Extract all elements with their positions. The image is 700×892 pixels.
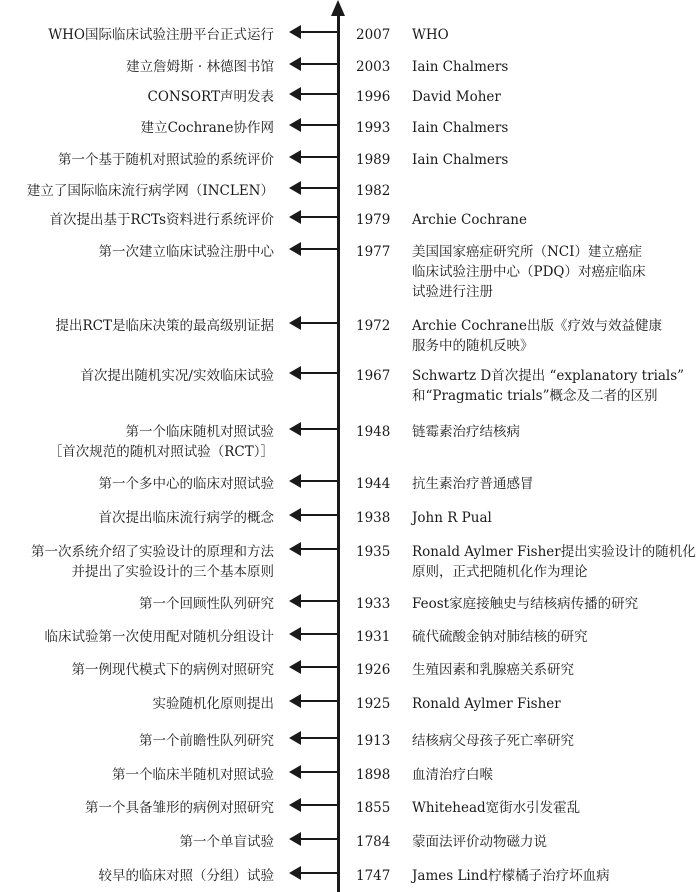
year-label: 1989 xyxy=(356,152,391,168)
axis-arrow-up-icon xyxy=(331,0,345,16)
year-label: 1993 xyxy=(356,120,391,136)
event-description xyxy=(412,57,700,77)
event-description-line: Iain Chalmers xyxy=(412,59,509,75)
event-description xyxy=(412,731,700,751)
event-label xyxy=(0,181,274,201)
event-description xyxy=(412,694,700,714)
event-label-line: 第一次建立临床试验注册中心 xyxy=(98,244,274,260)
year-label: 1926 xyxy=(356,662,391,678)
event-description xyxy=(412,765,700,785)
event-description xyxy=(412,210,700,230)
event-label-line: 建立詹姆斯 · 林德图书馆 xyxy=(126,59,274,75)
event-label xyxy=(0,694,274,714)
event-description-line: 血清治疗白喉 xyxy=(412,767,493,783)
event-label xyxy=(0,87,274,107)
event-label-line: 第一个临床半随机对照试验 xyxy=(112,767,274,783)
year-label: 1855 xyxy=(356,800,391,816)
arrow-left-icon xyxy=(289,210,337,224)
event-description-line: 试验进行注册 xyxy=(412,284,493,300)
arrow-left-icon xyxy=(289,87,337,101)
event-description-line: Schwartz D首次提出 “explanatory trials” xyxy=(412,368,685,384)
event-description-line: Iain Chalmers xyxy=(412,120,509,136)
year-label: 2007 xyxy=(356,27,391,43)
event-label xyxy=(0,316,274,336)
year-label: 2003 xyxy=(356,59,391,75)
event-description xyxy=(412,660,700,680)
year-label: 1933 xyxy=(356,596,391,612)
event-label-line: 第一个基于随机对照试验的系统评价 xyxy=(58,152,274,168)
arrow-left-icon xyxy=(289,242,337,256)
arrow-left-icon xyxy=(289,542,337,556)
arrow-left-icon xyxy=(289,118,337,132)
event-label-line: 第一个临床随机对照试验 xyxy=(125,424,274,440)
arrow-left-icon xyxy=(289,57,337,71)
year-label: 1898 xyxy=(356,767,391,783)
event-description-line: Feost家庭接触史与结核病传播的研究 xyxy=(412,596,639,612)
event-label-line: 提出RCT是临床决策的最高级别证据 xyxy=(55,318,274,334)
event-description-line: 生殖因素和乳腺癌关系研究 xyxy=(412,662,574,678)
arrow-left-icon xyxy=(289,866,337,880)
event-description xyxy=(412,150,700,170)
event-label-line: 第一个回顾性队列研究 xyxy=(139,596,274,612)
year-label: 1982 xyxy=(356,183,391,199)
event-label xyxy=(0,210,274,230)
year-label: 1948 xyxy=(356,424,391,440)
event-label-line: 第一个单盲试验 xyxy=(179,834,274,850)
arrow-left-icon xyxy=(289,594,337,608)
event-description xyxy=(412,422,700,442)
event-description xyxy=(412,366,700,406)
year-label: 1967 xyxy=(356,368,391,384)
event-description-line: Archie Cochrane出版《疗效与效益健康 xyxy=(412,318,662,334)
event-description-line: 链霉素治疗结核病 xyxy=(412,424,520,440)
year-label: 1784 xyxy=(356,834,391,850)
year-label: 1935 xyxy=(356,544,391,560)
event-description xyxy=(412,627,700,647)
year-label: 1977 xyxy=(356,244,391,260)
arrow-left-icon xyxy=(289,181,337,195)
event-description-line: 美国国家癌症研究所（NCI）建立癌症 xyxy=(412,244,642,260)
year-label: 1925 xyxy=(356,696,391,712)
arrow-left-icon xyxy=(289,694,337,708)
year-label: 1931 xyxy=(356,629,391,645)
arrow-left-icon xyxy=(289,765,337,779)
event-description xyxy=(412,508,700,528)
event-description-line: 服务中的随机反映》 xyxy=(412,338,534,354)
event-label-line: 第一次系统介绍了实验设计的原理和方法 xyxy=(31,544,274,560)
event-description xyxy=(412,118,700,138)
event-label-line: 第一个前瞻性队列研究 xyxy=(139,733,274,749)
event-label xyxy=(0,798,274,818)
event-label xyxy=(0,118,274,138)
event-label xyxy=(0,242,274,262)
event-label xyxy=(0,660,274,680)
event-label-line: ［首次规范的随机对照试验（RCT）］ xyxy=(48,444,274,460)
event-label-line: 建立Cochrane协作网 xyxy=(140,120,274,136)
event-description xyxy=(412,798,700,818)
event-label xyxy=(0,57,274,77)
year-label: 1938 xyxy=(356,510,391,526)
event-label-line: 第一个多中心的临床对照试验 xyxy=(98,476,274,492)
year-label: 1944 xyxy=(356,476,391,492)
event-label-line: 第一例现代模式下的病例对照研究 xyxy=(71,662,274,678)
arrow-left-icon xyxy=(289,366,337,380)
event-label-line: 建立了国际临床流行病学网（INCLEN） xyxy=(26,183,274,199)
event-description xyxy=(412,594,700,614)
event-label-line: CONSORT声明发表 xyxy=(147,89,274,105)
event-description-line: 原则，正式把随机化作为理论 xyxy=(412,564,588,580)
event-label-line: 实验随机化原则提出 xyxy=(152,696,274,712)
event-description xyxy=(412,542,700,582)
event-description-line: Whitehead宽街水引发霍乱 xyxy=(412,800,581,816)
event-label-line: 临床试验第一次使用配对随机分组设计 xyxy=(44,629,274,645)
year-label: 1972 xyxy=(356,318,391,334)
year-label: 1913 xyxy=(356,733,391,749)
year-label: 1979 xyxy=(356,212,391,228)
event-description-line: 硫代硫酸金钠对肺结核的研究 xyxy=(412,629,588,645)
event-label xyxy=(0,731,274,751)
event-label-line: 较早的临床对照（分组）试验 xyxy=(98,868,274,884)
event-description-line: Archie Cochrane xyxy=(412,212,527,228)
event-label xyxy=(0,25,274,45)
arrow-left-icon xyxy=(289,25,337,39)
arrow-left-icon xyxy=(289,150,337,164)
year-label: 1747 xyxy=(356,868,391,884)
event-label xyxy=(0,594,274,614)
event-label-line: 第一个具备雏形的病例对照研究 xyxy=(85,800,274,816)
event-description xyxy=(412,866,700,886)
arrow-left-icon xyxy=(289,474,337,488)
event-label-line: 首次提出基于RCTs资料进行系统评价 xyxy=(49,212,274,228)
event-label-line: 首次提出随机实况/实效临床试验 xyxy=(80,368,274,384)
event-label-line: 并提出了实验设计的三个基本原则 xyxy=(71,564,274,580)
event-description-line: Ronald Aylmer Fisher xyxy=(412,696,561,712)
arrow-left-icon xyxy=(289,660,337,674)
arrow-left-icon xyxy=(289,731,337,745)
event-description-line: WHO xyxy=(412,27,449,43)
event-label xyxy=(0,866,274,886)
event-description-line: James Lind柠檬橘子治疗坏血病 xyxy=(412,868,610,884)
event-description xyxy=(412,25,700,45)
event-label-line: WHO国际临床试验注册平台正式运行 xyxy=(48,27,274,43)
event-label xyxy=(0,474,274,494)
event-description-line: 和“Pragmatic trials”概念及二者的区别 xyxy=(412,388,658,404)
year-label: 1996 xyxy=(356,89,391,105)
event-description-line: 抗生素治疗普通感冒 xyxy=(412,476,534,492)
event-description xyxy=(412,316,700,356)
event-description-line: David Moher xyxy=(412,89,501,105)
event-description-line: 结核病父母孩子死亡率研究 xyxy=(412,733,574,749)
arrow-left-icon xyxy=(289,832,337,846)
event-description xyxy=(412,87,700,107)
event-label xyxy=(0,832,274,852)
arrow-left-icon xyxy=(289,316,337,330)
event-description xyxy=(412,832,700,852)
event-label xyxy=(0,366,274,386)
event-description-line: 临床试验注册中心（PDQ）对癌症临床 xyxy=(412,264,646,280)
event-label xyxy=(0,627,274,647)
timeline-axis xyxy=(337,12,340,892)
event-label xyxy=(0,150,274,170)
arrow-left-icon xyxy=(289,422,337,436)
event-description-line: John R Pual xyxy=(412,510,492,526)
event-label xyxy=(0,542,274,582)
event-label xyxy=(0,765,274,785)
event-description xyxy=(412,242,700,302)
event-label xyxy=(0,508,274,528)
arrow-left-icon xyxy=(289,508,337,522)
event-label xyxy=(0,422,274,462)
event-description xyxy=(412,474,700,494)
event-description-line: 蒙面法评价动物磁力说 xyxy=(412,834,547,850)
event-description-line: Ronald Aylmer Fisher提出实验设计的随机化 xyxy=(412,544,696,560)
arrow-left-icon xyxy=(289,627,337,641)
event-label-line: 首次提出临床流行病学的概念 xyxy=(98,510,274,526)
arrow-left-icon xyxy=(289,798,337,812)
event-description-line: Iain Chalmers xyxy=(412,152,509,168)
